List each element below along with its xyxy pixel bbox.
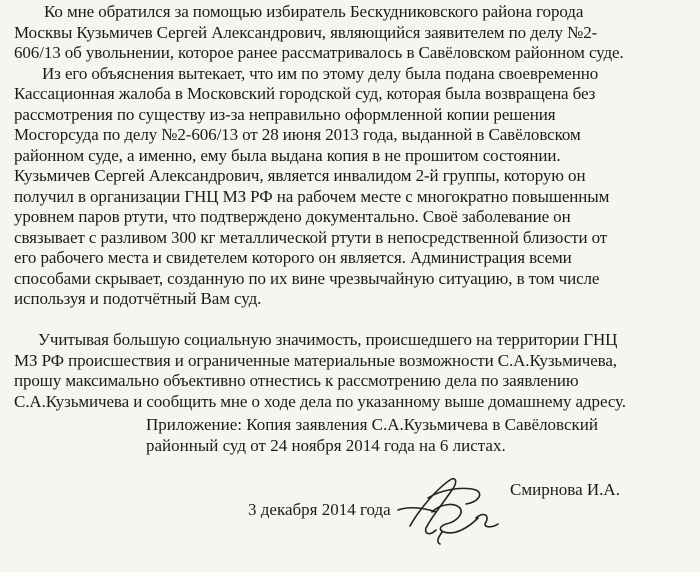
letter-line: прошу максимально объективно отнестись к рассмотрению дела по заявлению	[14, 371, 579, 390]
letter-line: способами скрывает, созданную по их вине чрезвычайную ситуацию, в том числе	[14, 268, 600, 288]
letter-line: его рабочего места и свидетелем которого он является. Администрация всеми	[14, 248, 572, 267]
signature-date: 3 декабря 2014 года	[248, 500, 391, 519]
letter-line: Мосгорсуда по делу №2-606/13 от 28 июня 2013 года, выданной в Савёловском	[14, 125, 581, 144]
letter-line: Кассационная жалоба в Московский городской суд, которая была возвращена без	[14, 84, 596, 103]
letter-line: связывает с разливом 300 кг металлической ртути в непосредственной близости от	[14, 227, 608, 247]
letter-line: уровнем паров ртути, что подтверждено документально. Своё заболевание он	[14, 207, 571, 226]
letter-line: 606/13 об увольнении, которое ранее рассматривалось в Савёловском районном суде.	[14, 43, 624, 62]
attachment-line: районный суд от 24 ноября 2014 года на 6 листах.	[146, 436, 506, 455]
letter-line: Из его объяснения вытекает, что им по этому делу была подана своевременно	[42, 63, 599, 83]
signatory-name: Смирнова И.А.	[510, 480, 620, 499]
letter-line: районном суде, а именно, ему была выдана копия в не прошитом состоянии.	[14, 145, 561, 165]
handwritten-signature	[380, 468, 510, 548]
attachment-line: Приложение: Копия заявления С.А.Кузьмичева в Савёловский	[146, 415, 598, 434]
signature-block	[0, 468, 700, 548]
letter-line: получил в организации ГНЦ МЗ РФ на рабочем месте с многократно повышенным	[14, 186, 610, 206]
letter-line: Учитывая большую социальную значимость, происшедшего на территории ГНЦ	[38, 330, 618, 349]
letter-line: Ко мне обратился за помощью избиратель Бескудниковского района города	[44, 2, 584, 21]
letter-line: С.А.Кузьмичева и сообщить мне о ходе дела по указанному выше домашнему адресу.	[14, 391, 626, 411]
attachment-note	[146, 414, 598, 456]
letter-line: используя и подотчётный Вам суд.	[14, 289, 262, 308]
letter-body	[14, 2, 694, 412]
letter-line: Москвы Кузьмичев Сергей Александрович, являющийся заявителем по делу №2-	[14, 22, 598, 42]
letter-line: рассмотрения по существу из-за неправильно оформленной копии решения	[14, 104, 556, 124]
letter-line: Кузьмичев Сергей Александрович, является инвалидом 2-й группы, которую он	[14, 166, 586, 185]
letter-line: МЗ РФ происшествия и ограниченные материальные возможности С.А.Кузьмичева,	[14, 350, 617, 370]
letter-line	[14, 310, 694, 331]
